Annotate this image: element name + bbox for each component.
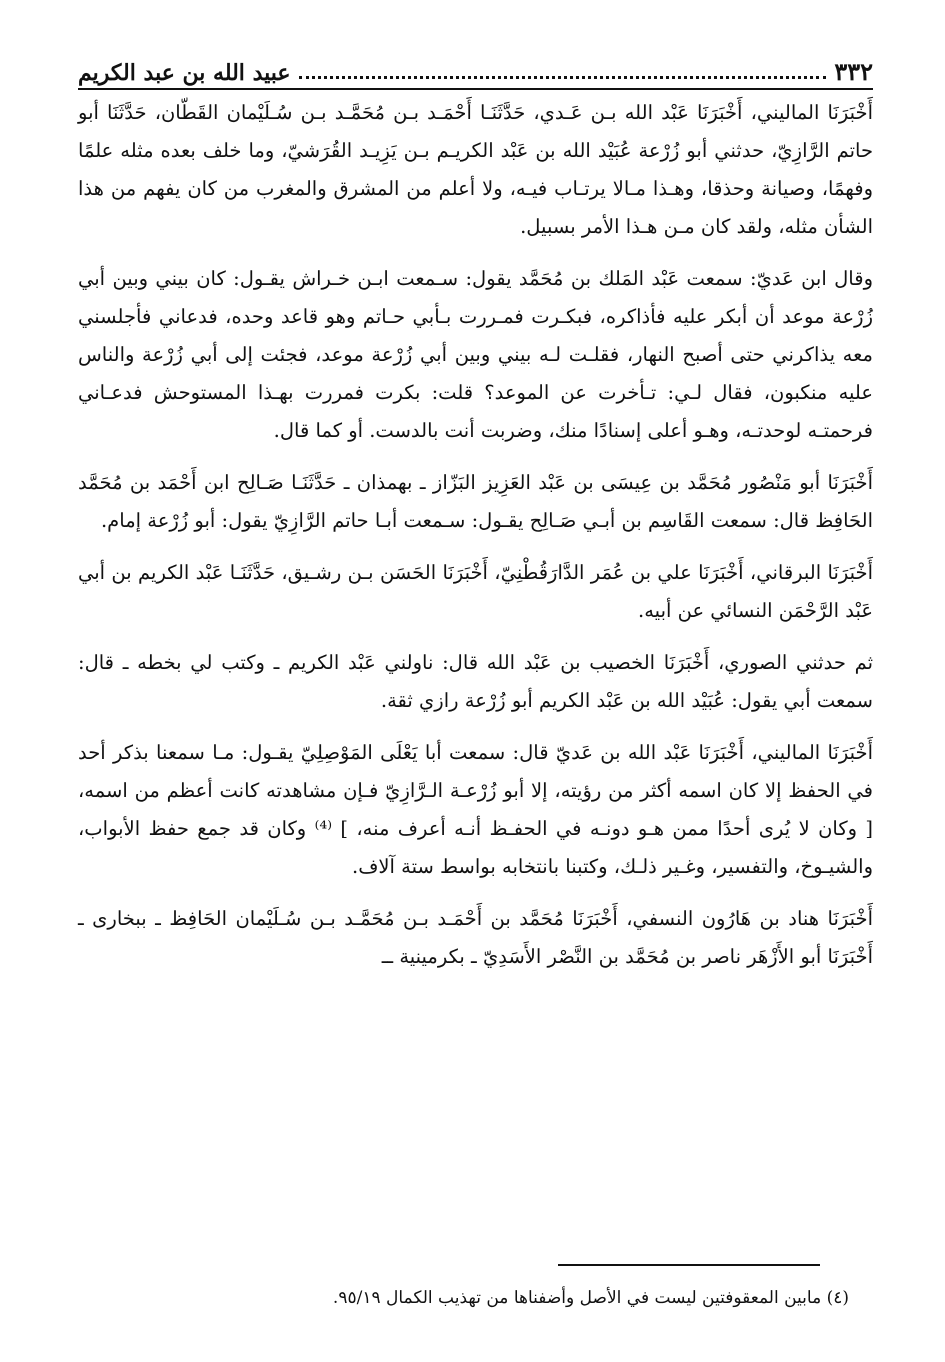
paragraph: أَخْبَرَنَا الماليني، أَخْبَرَنَا عَبْد الله بن عَديّ قال: سمعت أبا يَعْلَى المَوْصِلِيّ يقـول: مـا سمعنا بذكر أحد في الحفظ إلا كان اسمه أكثر من رؤيته، إلا أبو زُرْعـة الـرَّازِيّ فـإن مشاهدته كانت أعظم من اسمه، [ وكان لا يُرى أحدًا ممن هـو دونـه في الحفـظ أنـه أعرف منه، ] ⁽⁴⁾ وكان قد جمع حفظ الأبواب، والشيـوخ، والتفسير، وغـير ذلـك، وكتبنا بانتخابه بواسط ستة آلاف. [78,741,873,878]
body-text [78,94,873,990]
header-rule [78,88,873,90]
paragraph: أَخْبَرَنَا البرقاني، أَخْبَرَنَا علي بن عُمَر الدَّارَقُطْنِيّ، أَخْبَرَنَا الحَسَن بـن رشـيق، حَدَّثَنَـا عَبْد الكريم بن أبي عَبْد الرَّحْمَن النسائي عن أبيه. [78,561,873,622]
running-header [78,42,873,86]
paragraph: ثم حدثني الصوري، أَخْبَرَنَا الخصيب بن عَبْد الله قال: ناولني عَبْد الكريم ـ وكتب لي بخطه ـ قال: سمعت أبي يقول: عُبَيْد الله بن عَبْد الكريم أبو زُرْعة رازي ثقة. [78,651,873,712]
footnote-rule [558,1264,820,1266]
paragraph: أَخْبَرَنَا الماليني، أَخْبَرَنَا عَبْد الله بـن عَـدي، حَدَّثَنَـا أَحْمَـد بـن مُحَمَّـد بـن سُـلَيْمان القَطّان، حَدَّثَنَا أبو حاتم الرَّازِيّ، حدثني أبو زُرْعة عُبَيْد الله بن عَبْد الكريـم بـن يَزِيـد القُرَشيّ، وما خلف بعده مثله علمًا وفهمًا، وصيانة وحذقا، وهـذا مـالا يرتـاب فيـه، ولا أعلم من المشرق والمغرب من كان يفهم من هذا الشأن مثله، ولقد كان مـن هـذا الأمر بسبيل. [78,101,873,238]
paragraph: أَخْبَرَنَا هناد بن هَارُون النسفي، أَخْبَرَنَا مُحَمَّد بن أَحْمَـد بـن مُحَمَّـد بـن سُـلَيْمان الحَافِظ ـ ببخارى ـ أَخْبَرَنَا أبو الأَزْهَر ناصر بن مُحَمَّد بن النَّصْر الأَسَدِيّ ـ بكرمينية ــ [78,907,873,968]
footnote: (٤) مابين المعقوفتين ليست في الأصل وأضفناها من تهذيب الكمال ٩٥/١٩. [332,1288,849,1308]
page-number: ٣٣٢ [834,57,873,86]
running-title: عبيد الله بن عبد الكريم [78,60,291,86]
paragraph: وقال ابن عَديّ: سمعت عَبْد المَلك بن مُحَمَّد يقول: سـمعت ابـن خـراش يقـول: كان بيني وبين أبي زُرْعة موعد أن أبكر عليه فأذاكره، فبكـرت فمـررت بـأبي حـاتم وهو قاعد وحده، فدعاني فأجلسني معه يذاكرني حتى أصبح النهار، فقلـت لـه بيني وبين أبي زُرْعة موعد، فجئت إلى أبي زُرْعة والناس عليه منكبون، فقال لـي: تـأخرت عن الموعد؟ قلت: بكرت فمررت بهـذا المستوحش فدعـاني فرحمتـه لوحدتـه، وهـو أعلى إسنادًا منك، وضربت أنت بالدست. أو كما قال. [78,267,873,442]
dotted-leader [299,76,827,79]
paragraph: أَخْبَرَنَا أبو مَنْصُور مُحَمَّد بن عِيسَى بن عَبْد العَزِيز البَزّاز ـ بهمذان ـ حَدَّثَنَـا صَـالِح ابن أَحْمَد بن مُحَمَّد الحَافِظ قال: سمعت القَاسِم بن أبـي صَـالِح يقـول: سـمعت أبـا حاتم الرَّازِيّ يقول: أبو زُرْعة إمام. [78,471,873,532]
